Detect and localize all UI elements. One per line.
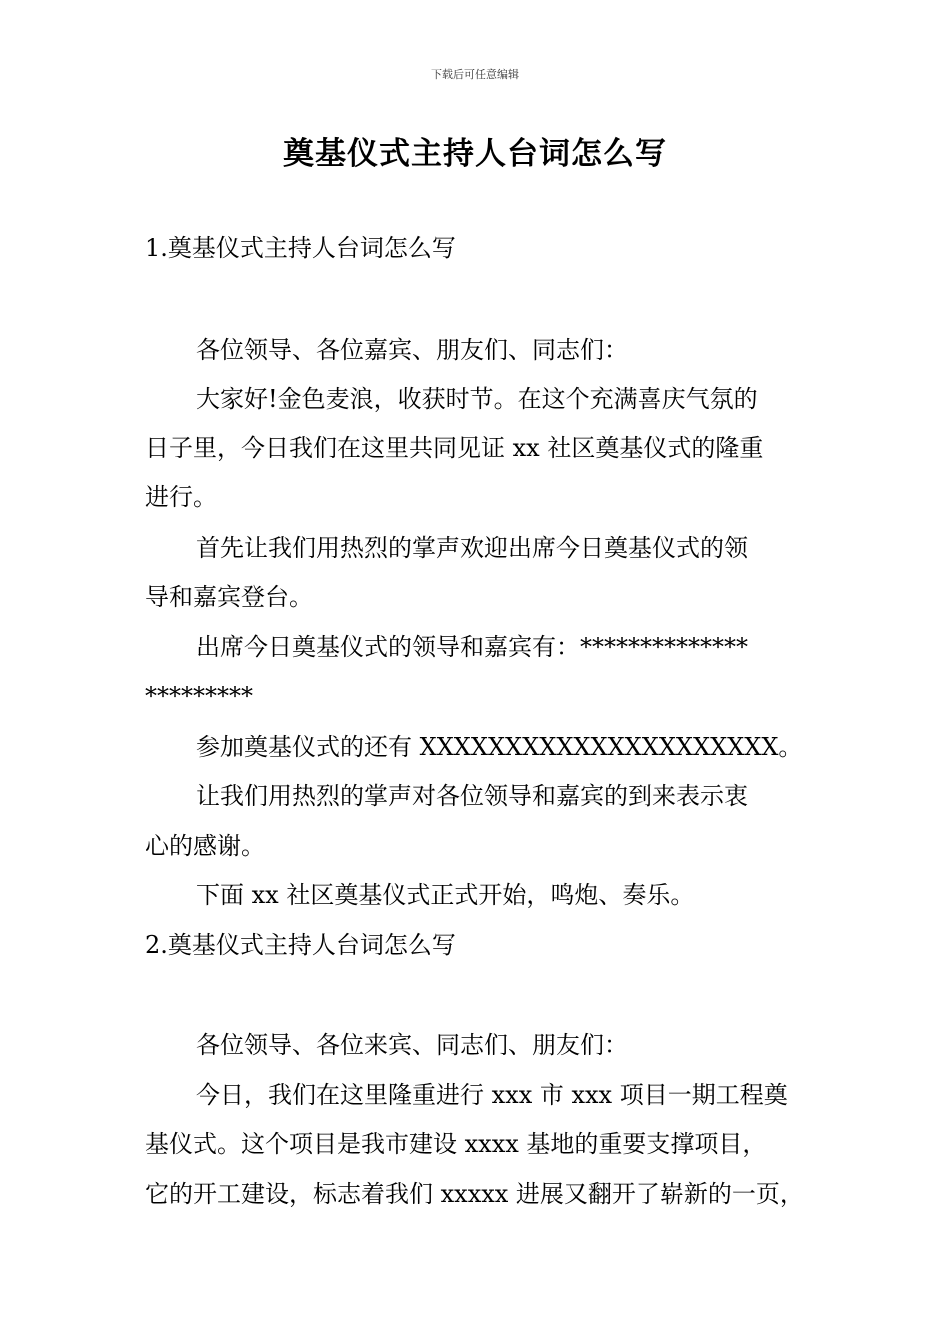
paragraph-line: 各位领导、各位嘉宾、朋友们、同志们： xyxy=(196,336,628,364)
section-heading: 1.奠基仪式主持人台词怎么写 xyxy=(145,234,456,262)
paragraph-line: 参加奠基仪式的还有 XXXXXXXXXXXXXXXXXXXXX。 xyxy=(196,733,803,761)
paragraph-line: 它的开工建设，标志着我们 xxxxx 进展又翻开了崭新的一页， xyxy=(145,1180,804,1208)
paragraph-line: 日子里，今日我们在这里共同见证 xx 社区奠基仪式的隆重 xyxy=(145,434,764,462)
paragraph-line: 各位领导、各位来宾、同志们、朋友们： xyxy=(196,1031,628,1059)
section-heading: 2.奠基仪式主持人台词怎么写 xyxy=(145,931,456,959)
paragraph-line: 大家好!金色麦浪，收获时节。在这个充满喜庆气氛的 xyxy=(196,385,758,413)
paragraph-line: 今日，我们在这里隆重进行 xxx 市 xxx 项目一期工程奠 xyxy=(196,1081,788,1109)
header-note: 下载后可任意编辑 xyxy=(431,68,519,81)
paragraph-line: ********* xyxy=(145,682,253,710)
paragraph-line: 进行。 xyxy=(145,483,217,511)
paragraph-line: 首先让我们用热烈的掌声欢迎出席今日奠基仪式的领 xyxy=(196,534,748,562)
paragraph-line: 导和嘉宾登台。 xyxy=(145,583,313,611)
document-title: 奠基仪式主持人台词怎么写 xyxy=(283,136,667,172)
paragraph-line: 基仪式。这个项目是我市建设 xxxx 基地的重要支撑项目， xyxy=(145,1130,767,1158)
paragraph-line: 心的感谢。 xyxy=(145,832,265,860)
paragraph-line: 让我们用热烈的掌声对各位领导和嘉宾的到来表示衷 xyxy=(196,782,748,810)
paragraph-line: 下面 xx 社区奠基仪式正式开始，鸣炮、奏乐。 xyxy=(196,881,695,909)
paragraph-line: 出席今日奠基仪式的领导和嘉宾有：************** xyxy=(196,633,748,661)
